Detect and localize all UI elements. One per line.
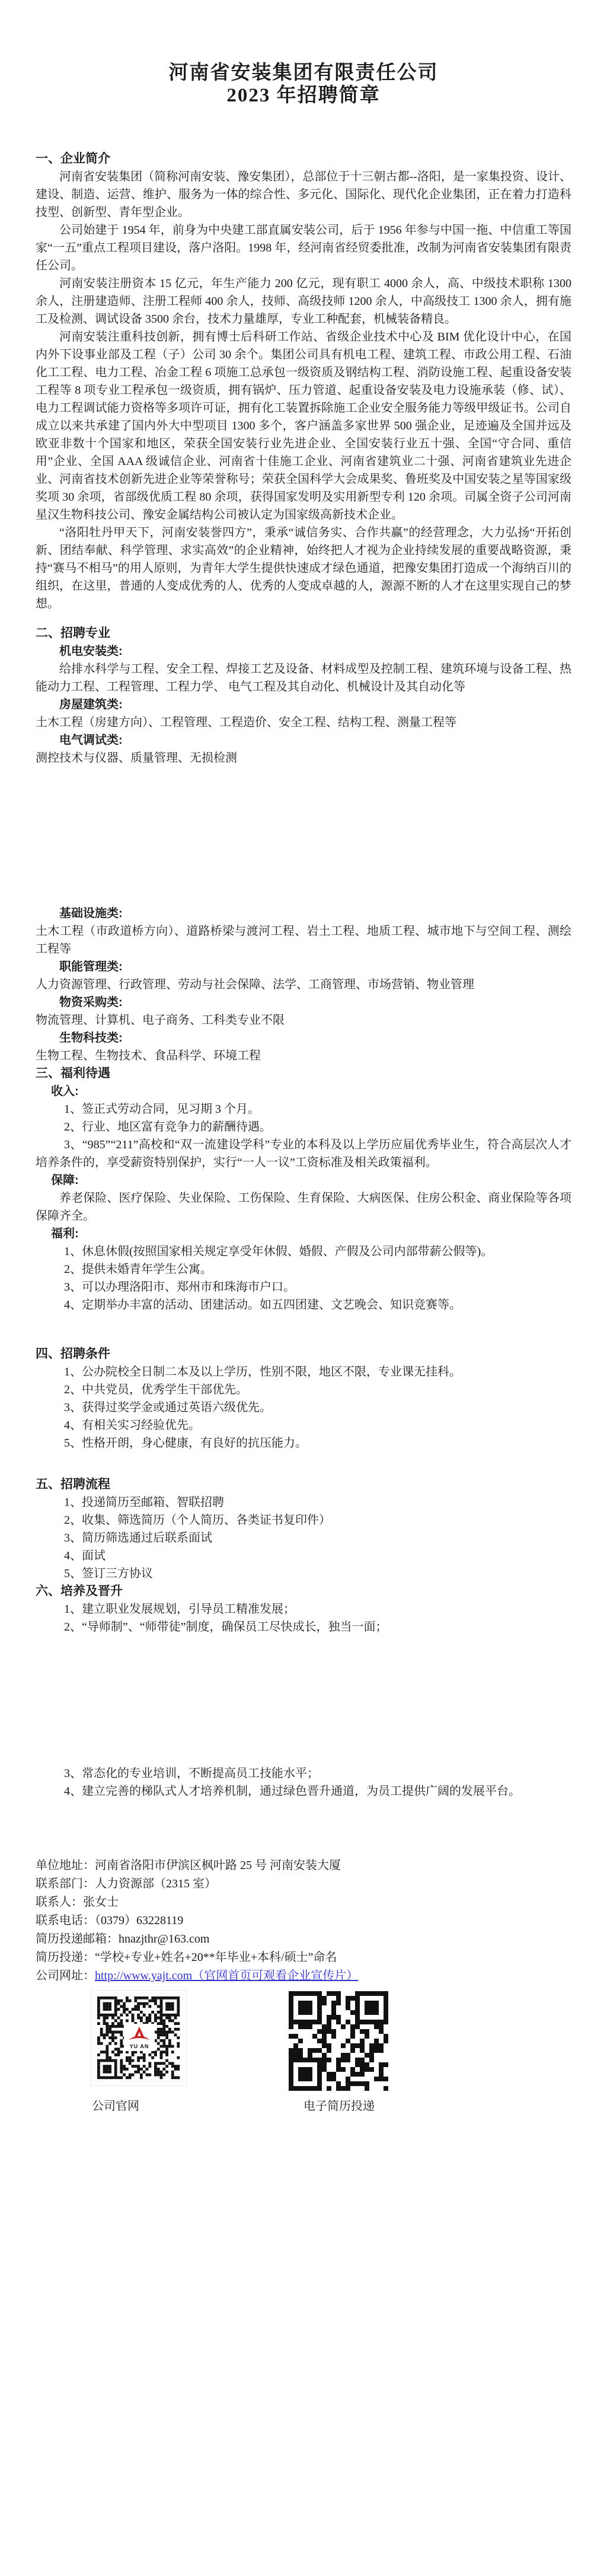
development-items-part-2 xyxy=(36,1765,571,1800)
page-break-gap xyxy=(36,1636,571,1765)
major-category-4-name: 基础设施类: xyxy=(59,907,123,920)
welfare-benefits-label: 福利: xyxy=(51,1227,79,1240)
major-category-2-majors: 土木工程（房建方向）、工程管理、工程造价、安全工程、结构工程、测量工程等 xyxy=(36,716,456,729)
development-item-3: 3、常态化的专业培训，不断提高员工技能水平； xyxy=(64,1767,319,1780)
section-heading-process: 五、招聘流程 xyxy=(36,1478,110,1491)
logo-text: YU AN xyxy=(129,2043,149,2049)
process-step-5: 5、签订三方协议 xyxy=(64,1567,153,1580)
development-item-2: 2、“导师制”、“师带徒”制度，确保员工尽快成长，独当一面； xyxy=(64,1620,388,1634)
company-profile-paragraphs xyxy=(36,168,571,613)
condition-item-1: 1、公办院校全日制二本及以上学历，性别不限，地区不限，专业课无挂科。 xyxy=(64,1365,461,1378)
section-gap xyxy=(36,1452,571,1476)
contact-line-1: 单位地址：河南省洛阳市伊滨区枫叶路 25 号 河南安装大厦 xyxy=(36,1859,341,1872)
profile-paragraph-5: “洛阳牡丹甲天下，河南安装誉四方”，秉承“诚信务实、合作共赢”的经营理念，大力弘扬“开拓创新、团结奉献、科学管理、求实高效”的企业精神，始终把人才视为企业持续发展的重要战略资源，秉持“赛马不相马”的用人原则，为青年大学生提供快速成才绿色通道，把豫安集团打造成一个海纳百川的组织，在这里，普通的人变成优秀的人、优秀的人变成卓越的人，源源不断的人才在这里实现自己的梦想。 xyxy=(36,526,571,610)
development-item-4: 4、建立完善的梯队式人才培养机制，通过绿色晋升通道，为员工提供广阔的发展平台。 xyxy=(64,1785,520,1798)
contact-line-5: 简历投递邮箱：hnazjthr@163.com xyxy=(36,1932,210,1945)
benefit-item-3: 3、可以办理洛阳市、郑州市和珠海市户口。 xyxy=(64,1281,295,1294)
income-item-2: 2、行业、地区富有竞争力的薪酬待遇。 xyxy=(64,1120,271,1133)
major-category-4-majors: 土木工程（市政道桥方向）、道路桥梁与渡河工程、岩土工程、地质工程、城市地下与空间工程、测绘工程等 xyxy=(36,925,571,956)
process-step-2: 2、收集、筛选简历（个人简历、各类证书复印件） xyxy=(64,1514,331,1527)
section-heading-conditions: 四、招聘条件 xyxy=(36,1347,110,1361)
section-heading-development: 六、培养及晋升 xyxy=(36,1584,123,1598)
development-items-part-1 xyxy=(36,1600,571,1636)
majors-part-2 xyxy=(36,905,571,1065)
section-heading-majors: 二、招聘专业 xyxy=(36,626,110,640)
qr-caption-resume: 电子简历投递 xyxy=(304,2100,375,2113)
condition-item-5: 5、性格开朗，身心健康，有良好的抗压能力。 xyxy=(64,1437,307,1450)
section-heading-welfare: 三、福利待遇 xyxy=(36,1066,110,1080)
process-step-4: 4、面试 xyxy=(64,1549,106,1562)
major-category-3-majors: 测控技术与仪器、质量管理、无损检测 xyxy=(36,752,237,765)
income-items xyxy=(36,1100,571,1171)
company-website-line xyxy=(36,1967,571,1985)
majors-part-1 xyxy=(36,642,571,767)
major-category-1-majors: 给排水科学与工程、安全工程、焊接工艺及设备、材料成型及控制工程、建筑环境与设备工程、热能动力工程、工程管理、工程力学、 电气工程及其自动化、机械设计及其自动化等 xyxy=(36,663,571,693)
qr-pattern-resume xyxy=(289,1991,388,2091)
benefit-item-2: 2、提供未婚青年学生公寓。 xyxy=(64,1263,212,1276)
process-step-3: 3、简历筛选通过后联系面试 xyxy=(64,1531,212,1545)
profile-paragraph-2: 公司始建于 1954 年，前身为中央建工部直属安装公司，后于 1956 年参与中国一拖、中信重工等国家“一五”重点工程项目建设，落户洛阳。1998 年，经河南省经贸委批准，改制为河南省安装集团有限责任公司。 xyxy=(36,224,571,272)
major-category-6-majors: 物流管理、计算机、电子商务、工科类专业不限 xyxy=(36,1014,285,1027)
company-website-link[interactable]: http://www.yajt.com（官网首页可观看企业宣传片） xyxy=(95,1969,359,1982)
benefit-item-1: 1、休息休假(按照国家相关规定享受年休假、婚假、产假及公司内部带薪公假等)。 xyxy=(64,1245,493,1258)
profile-paragraph-1: 河南省安装集团（简称河南安装、豫安集团），总部位于十三朝古都--洛阳，是一家集投资、设计、建设、制造、运营、维护、服务为一体的综合性、多元化、国际化、现代化企业集团，正在着力打造科技型、创新型、青年型企业。 xyxy=(36,170,571,219)
major-category-6-name: 物资采购类: xyxy=(59,996,123,1009)
profile-paragraph-3: 河南安装注册资本 15 亿元，年生产能力 200 亿元，现有职工 4000 余人，高、中级技术职称 1300 余人，注册建造师、注册工程师 400 余人，技师、高级技师 1200 余人，中高级技工 1300 余人，拥有施工及检测、调试设备 3500 余台，技术力量雄厚，专业工种配套，机械装备精良。 xyxy=(36,277,571,326)
major-category-3-name: 电气调试类: xyxy=(59,734,123,747)
major-category-7-majors: 生物工程、生物技术、食品科学、环境工程 xyxy=(36,1049,261,1062)
major-category-2-name: 房屋建筑类: xyxy=(59,698,123,711)
qr-code-row xyxy=(36,1990,571,2092)
resume-delivery-qr-code xyxy=(287,1990,389,2092)
document-subtitle: 2023 年招聘简章 xyxy=(226,85,381,106)
major-category-7-name: 生物科技类: xyxy=(59,1031,123,1045)
contact-info-block xyxy=(36,1857,571,1967)
section-gap xyxy=(36,1314,571,1345)
contact-line-6: 简历投递：“学校+专业+姓名+20**年毕业+本科/硕士”命名 xyxy=(36,1951,337,1964)
major-category-5-name: 职能管理类: xyxy=(59,960,123,973)
condition-item-2: 2、中共党员，优秀学生干部优先。 xyxy=(64,1383,248,1396)
profile-paragraph-4: 河南安装注重科技创新，拥有博士后科研工作站、省级企业技术中心及 BIM 优化设计中心，在国内外下设事业部及工程（子）公司 30 余个。集团公司具有机电工程、建筑工程、市政公用工程、石油化工工程、电力工程、冶金工程 6 项施工总承包一级资质及钢结构工程、消防设施工程、起重设备安装工程等 8 项专业工程承包一级资质，拥有锅炉、压力管道、起重设备安装及电力设施承装（修、试）、电力工程调试能力资格等多项许可证，拥有化工装置拆除施工企业安全服务能力等级甲级证书。公司自成立以来共承建了国内外大中型项目 1300 多个，客户涵盖多家世界 500 强企业，足迹遍及全国并远及欧亚非数十个国家和地区，荣获全国安装行业先进企业、全国安装行业五十强、全国“守合同、重信用”企业、全国 AAA 级诚信企业、河南省十佳施工企业、河南省建筑业二十强、河南省建筑业先进企业、河南省技术创新先进企业等荣誉称号；荣获全国科学大会成果奖、鲁班奖及中国安装之星等国家级奖项 30 余项，省部级优质工程 80 余项，获得国家发明及实用新型专利 120 余项。司属全资子公司河南星汉生物科技公司、豫安金属结构公司被认定为国家级高新技术企业。 xyxy=(36,330,571,521)
yuan-logo-icon xyxy=(127,2026,151,2043)
contact-line-3: 联系人：张女士 xyxy=(36,1896,119,1909)
condition-item-4: 4、有相关实习经验优先。 xyxy=(64,1419,200,1432)
process-steps xyxy=(36,1494,571,1582)
condition-item-3: 3、获得过奖学金或通过英语六级优先。 xyxy=(64,1401,271,1414)
contact-line-4: 联系电话：（0379）63228119 xyxy=(36,1914,184,1927)
process-step-1: 1、投递简历至邮箱、智联招聘 xyxy=(64,1496,224,1509)
insurance-text: 养老保险、医疗保险、失业保险、工伤保险、生育保险、大病医保、住房公积金、商业保险等各项保障齐全。 xyxy=(36,1192,571,1222)
income-item-1: 1、签正式劳动合同，见习期 3 个月。 xyxy=(64,1103,260,1116)
section-gap xyxy=(36,1800,571,1857)
company-website-qr-code xyxy=(91,1990,187,2086)
company-logo xyxy=(124,2024,155,2051)
condition-items xyxy=(36,1363,571,1452)
income-item-3: 3、“985”“211”高校和“双一流建设学科”专业的本科及以上学历应届优秀毕业生，符合高层次人才培养条件的，享受薪资特别保护，实行“一人一议”工资标准及相关政策福利。 xyxy=(36,1138,571,1169)
development-item-1: 1、建立职业发展规划，引导员工精准发展； xyxy=(64,1603,295,1616)
section-heading-company-profile: 一、企业简介 xyxy=(36,152,110,165)
qr-caption-website: 公司官网 xyxy=(92,2100,139,2113)
welfare-insurance-label: 保障: xyxy=(51,1174,79,1187)
major-category-5-majors: 人力资源管理、行政管理、劳动与社会保障、法学、工商管理、市场营销、物业管理 xyxy=(36,978,474,991)
major-category-1-name: 机电安装类: xyxy=(59,645,123,658)
company-website-label: 公司网址： xyxy=(36,1969,95,1982)
document-title xyxy=(36,62,571,107)
qr-captions xyxy=(36,2099,571,2114)
benefit-items xyxy=(36,1243,571,1314)
page-break-gap xyxy=(36,767,571,905)
company-name-title: 河南省安装集团有限责任公司 xyxy=(168,62,439,84)
contact-line-2: 联系部门：人力资源部（2315 室） xyxy=(36,1877,216,1890)
welfare-income-label: 收入: xyxy=(51,1085,79,1098)
benefit-item-4: 4、定期举办丰富的活动、团建活动。如五四团建、文艺晚会、知识竞赛等。 xyxy=(64,1298,461,1311)
